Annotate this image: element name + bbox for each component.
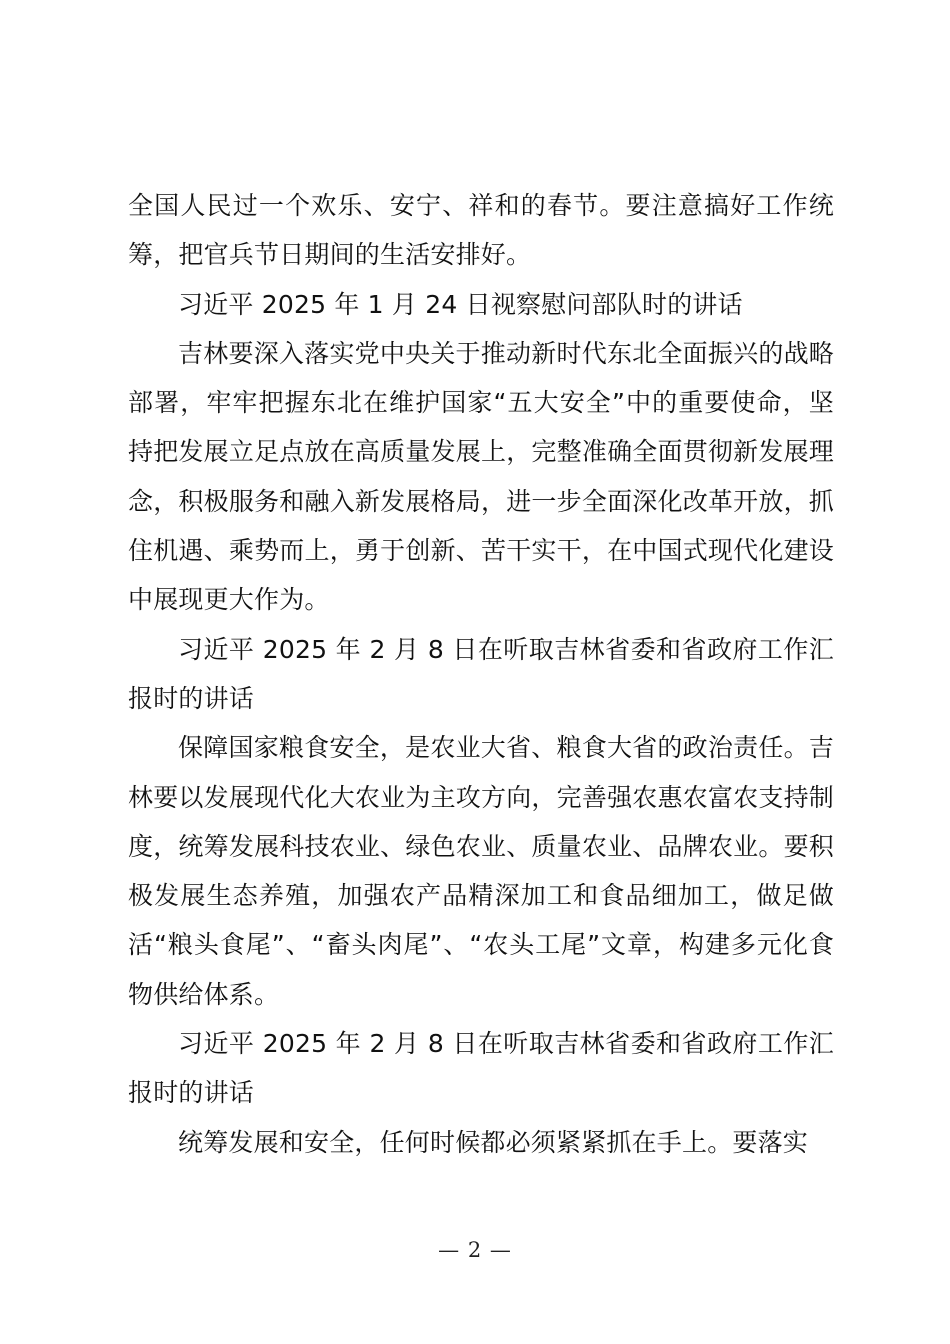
paragraph-1: 全国人民过一个欢乐、安宁、祥和的春节。要注意搞好工作统筹，把官兵节日期间的生活安排好。	[128, 191, 834, 270]
page-number: — 2 —	[438, 1238, 512, 1262]
paragraph-2-source-note: 习近平 2025 年 1 月 24 日视察慰问部队时的讲话	[178, 289, 743, 319]
body-text	[128, 181, 834, 1167]
paragraph-7: 统筹发展和安全，任何时候都必须紧紧抓在手上。要落实	[178, 1127, 809, 1157]
paragraph-4-source-note: 习近平 2025 年 2 月 8 日在听取吉林省委和省政府工作汇报时的讲话	[128, 634, 834, 713]
paragraph-5: 保障国家粮食安全，是农业大省、粮食大省的政治责任。吉林要以发展现代化大农业为主攻方向，完善强农惠农富农支持制度，统筹发展科技农业、绿色农业、质量农业、品牌农业。要积极发展生态养殖，加强农产品精深加工和食品细加工，做足做活“粮头食尾”、“畜头肉尾”、“农头工尾”文章，构建多元化食物供给体系。	[128, 733, 834, 1009]
paragraph-6-source-note: 习近平 2025 年 2 月 8 日在听取吉林省委和省政府工作汇报时的讲话	[128, 1029, 834, 1108]
paragraph-3: 吉林要深入落实党中央关于推动新时代东北全面振兴的战略部署，牢牢把握东北在维护国家“五大安全”中的重要使命，坚持把发展立足点放在高质量发展上，完整准确全面贯彻新发展理念，积极服务和融入新发展格局，进一步全面深化改革开放，抓住机遇、乘势而上，勇于创新、苦干实干，在中国式现代化建设中展现更大作为。	[128, 338, 834, 615]
